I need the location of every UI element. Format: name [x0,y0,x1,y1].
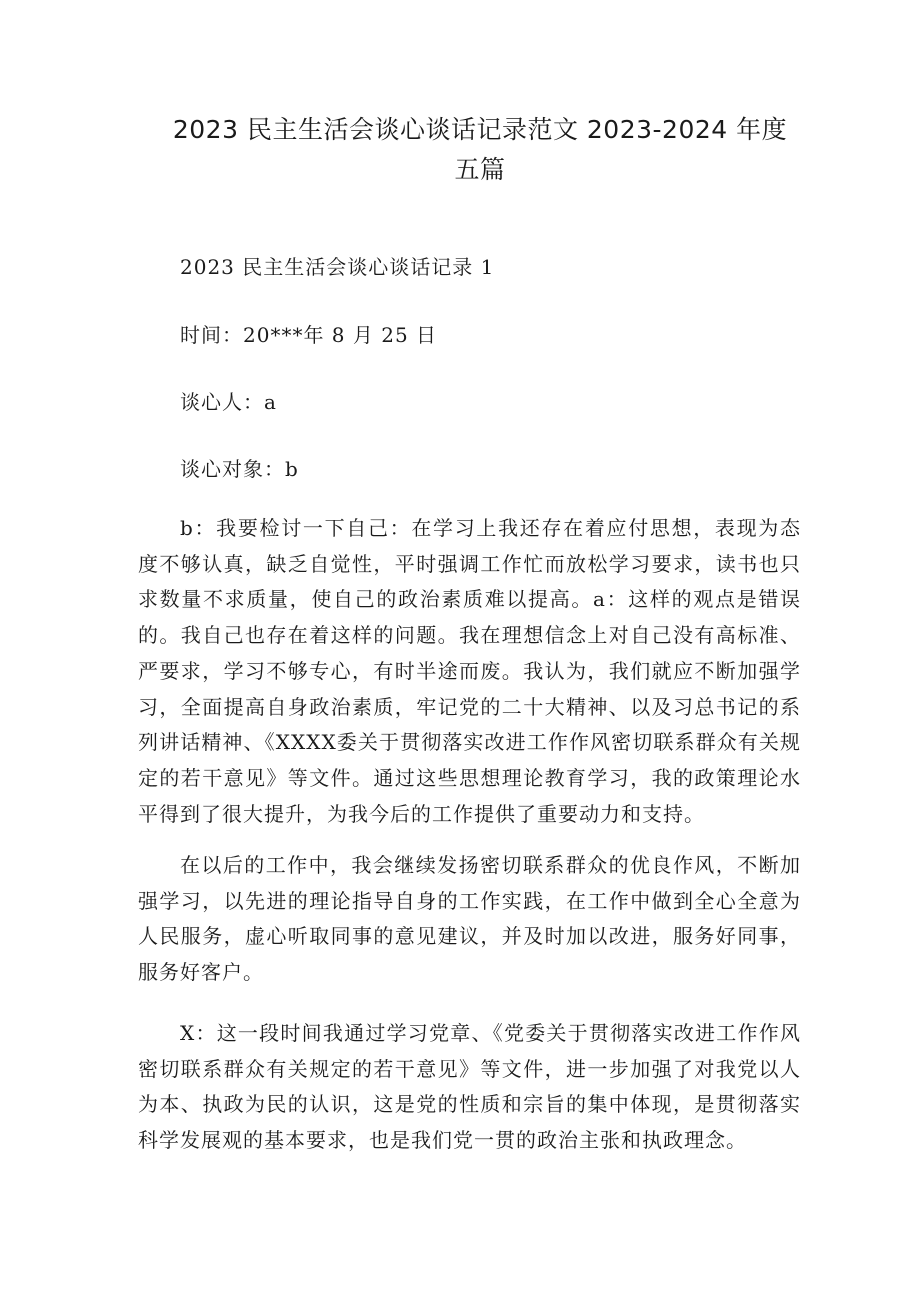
section-heading: 2023 民主生活会谈心谈话记录 1 [180,255,495,279]
body-paragraph-2: 在以后的工作中，我会继续发扬密切联系群众的优良作风，不断加强学习，以先进的理论指导自身的工作实践，在工作中做到全心全意为人民服务，虚心听取同事的意见建议，并及时加以改进，服务好同事，服务好客户。 [138,853,801,985]
body-paragraph-3: X：这一段时间我通过学习党章、《党委关于贯彻落实改进工作作风密切联系群众有关规定的若干意见》等文件，进一步加强了对我党以人为本、执政为民的认识，这是党的性质和宗旨的集中体现，是贯彻落实科学发展观的基本要求，也是我们党一贯的政治主张和执政理念。 [138,1021,801,1153]
listener-line: 谈心对象：b [180,457,299,481]
body-paragraph-1: b：我要检讨一下自己：在学习上我还存在着应付思想，表现为态度不够认真，缺乏自觉性，平时强调工作忙而放松学习要求，读书也只求数量不求质量，使自己的政治素质难以提高。a：这样的观点是错误的。我自己也存在着这样的问题。我在理想信念上对自己没有高标准、严要求，学习不够专心，有时半途而废。我认为，我们就应不断加强学习，全面提高自身政治素质，牢记党的二十大精神、以及习总书记的系列讲话精神、《XXXX委关于贯彻落实改进工作作风密切联系群众有关规定的若干意见》等文件。通过这些思想理论教育学习，我的政策理论水平得到了很大提升，为我今后的工作提供了重要动力和支持。 [138,516,801,826]
time-line: 时间：20***年 8 月 25 日 [180,323,438,347]
document-title: 2023 民主生活会谈心谈话记录范文 2023-2024 年度五篇 [172,115,788,184]
speaker-line: 谈心人：a [180,390,277,414]
